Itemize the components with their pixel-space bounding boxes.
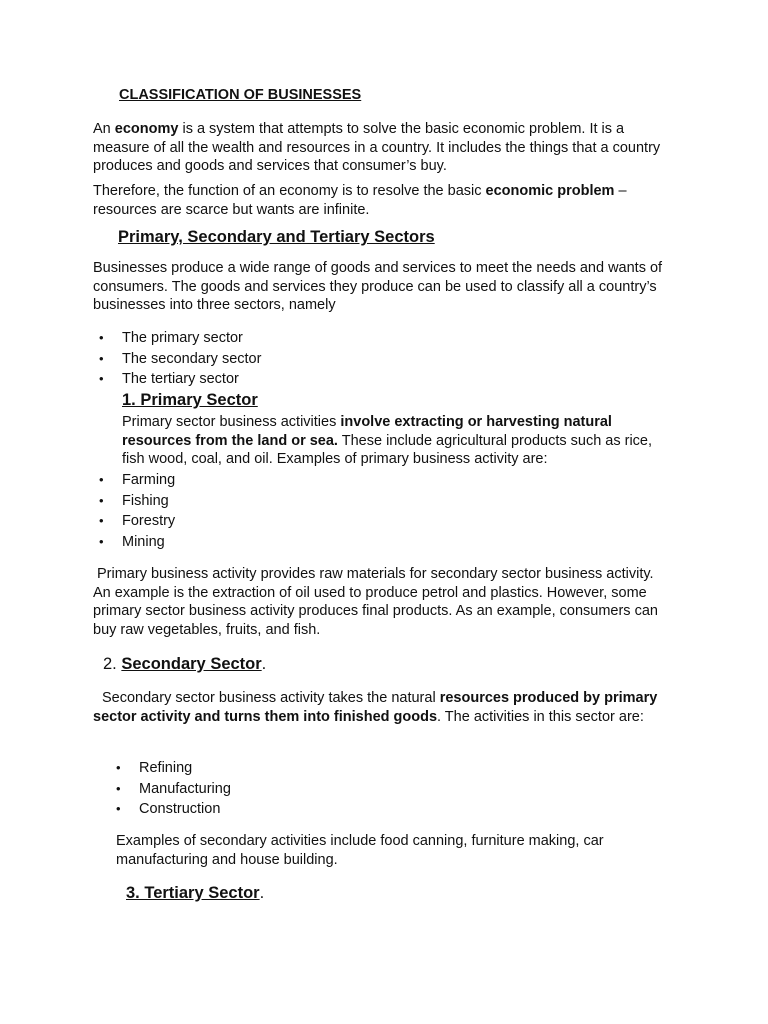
function-text-1: Therefore, the function of an economy is to resolve the basic <box>93 183 486 199</box>
secondary-heading-text: Secondary Sector <box>121 655 262 673</box>
intro-paragraph <box>93 120 673 176</box>
bullet-icon: • <box>99 330 104 345</box>
tertiary-heading-text: 3. Tertiary Sector <box>126 884 260 902</box>
function-bold-economic-problem: economic problem <box>485 183 615 199</box>
bullet-icon: • <box>116 780 121 796</box>
bullet-icon: • <box>99 513 104 529</box>
secondary-sector-heading <box>103 655 266 674</box>
bullet-icon: • <box>99 350 104 366</box>
list-item: • The secondary sector <box>122 349 261 370</box>
secondary-sector-description: Secondary sector business activity takes the natural resources produced by primary sector activity and turns them into finished goods. The activities in this sector are: <box>93 690 658 725</box>
list-item: • Forestry <box>122 511 175 532</box>
bullet-icon: • <box>116 801 121 817</box>
list-item: • Fishing <box>122 491 175 512</box>
list-item: • Construction <box>139 799 231 820</box>
list-item: • Manufacturing <box>139 779 231 800</box>
list-item: • The primary sector <box>122 328 261 349</box>
sectors-intro-paragraph: Businesses produce a wide range of goods and services to meet the needs and wants of consumers. The goods and services they produce can be used to classify all a country’s businesses into three sectors, namely <box>93 260 663 313</box>
bullet-icon: • <box>99 534 104 550</box>
document-title: CLASSIFICATION OF BUSINESSES <box>119 87 362 103</box>
primary-sector-description: Primary sector business activities involve extracting or harvesting natural resources from the land or sea. These include agricultural products such as rice, fish wood, coal, and oil. Examples of primary business activity are: <box>122 414 653 467</box>
secondary-number: 2. <box>103 655 122 673</box>
sectors-heading: Primary, Secondary and Tertiary Sectors <box>118 228 435 246</box>
primary-note-paragraph: Primary business activity provides raw materials for secondary sector business activity. An example is the extraction of oil used to produce petrol and plastics. However, some primary sector business activity produces final products. As an example, consumers can buy raw vegetables, fruits, and fish. <box>93 566 658 638</box>
primary-bold-phrase: involve extracting or harvesting natural resources from the land or sea. <box>122 414 612 449</box>
intro-text-1: An <box>93 121 115 137</box>
intro-bold-economy: economy <box>114 121 179 137</box>
list-item: • Refining <box>139 758 231 779</box>
bullet-icon: • <box>99 371 104 387</box>
secondary-examples-paragraph: Examples of secondary activities include food canning, furniture making, car manufacturing and house building. <box>116 833 604 868</box>
list-item: • Mining <box>122 532 175 553</box>
tertiary-sector-heading <box>116 884 264 903</box>
sectors-list <box>99 328 262 390</box>
list-item: • Farming <box>122 470 175 491</box>
bullet-icon: • <box>99 472 104 487</box>
bullet-icon: • <box>99 492 104 508</box>
bullet-icon: • <box>116 760 121 775</box>
secondary-activities-list <box>116 758 231 820</box>
secondary-heading-trail: . <box>261 655 267 673</box>
primary-sector-heading: 1. Primary Sector <box>122 391 258 409</box>
intro-text-2: is a system that attempts to solve the basic economic problem. It is a measure of all the wealth and resources in a country. It includes the things that a country produces and goods and services that consumer’s buy. <box>93 121 661 174</box>
function-text-2: – resources are scarce but wants are infinite. <box>93 183 627 218</box>
primary-examples-list <box>99 470 176 553</box>
economy-function-paragraph <box>93 182 673 219</box>
tertiary-heading-trail: . <box>259 884 265 902</box>
secondary-bold-phrase: resources produced by primary sector activity and turns them into finished goods <box>93 690 658 725</box>
list-item: • The tertiary sector <box>122 369 261 390</box>
